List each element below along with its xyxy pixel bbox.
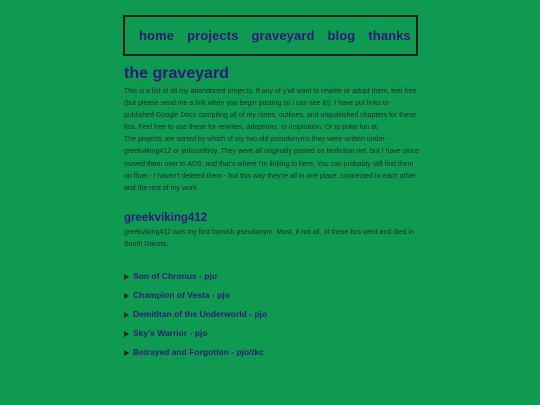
disclosure-triangle-icon [124, 312, 129, 318]
work-item-demititan-of-the-underworld[interactable] [124, 305, 420, 324]
work-item-label: Sky's Warrior - pjo [133, 328, 208, 339]
intro-paragraph-2: The projects are sorted by which of my two old pseudonyms they were written under - greekviking412 or jarkosoftroy. They were all originally posted on fanfiction.net, but I have since moved them over to AO3, and that's where I'm linking to here. You can probably still find them on ffnet - I haven't deleted them - but this way they're all in one place, connected to each other and the rest of my work. [124, 136, 420, 192]
work-item-label: Champion of Vesta - pjo [133, 290, 230, 301]
nav-thanks-link[interactable]: thanks [368, 28, 411, 43]
disclosure-triangle-icon [124, 274, 129, 280]
work-item-label: Demititan of the Underworld - pjo [133, 309, 268, 320]
work-item-son-of-chronus[interactable] [124, 267, 420, 286]
work-item-label: Son of Chronus - pjo [133, 271, 218, 282]
disclosure-triangle-icon [124, 293, 129, 299]
nav-graveyard-link[interactable]: graveyard [251, 28, 315, 43]
main-content [124, 62, 420, 362]
section-title-greekviking412: greekviking412 [124, 211, 208, 224]
nav-home-link[interactable]: home [139, 28, 175, 43]
top-nav [123, 15, 418, 56]
disclosure-triangle-icon [124, 331, 129, 337]
work-item-skys-warrior[interactable] [124, 324, 420, 343]
disclosure-triangle-icon [124, 350, 129, 356]
work-item-betrayed-and-forgotten[interactable] [124, 343, 420, 362]
works-list [124, 267, 420, 362]
page-title: the graveyard [124, 65, 229, 82]
intro-paragraph-1: This is a list of all my abandoned projects. If any of y'all want to rewrite or adopt them, feel free (but please send me a link when you begin posting so i can see it!). I have put links to published Google Docs compiling all of my notes, outlines, and unpublished chapters for these fics. Feel free to use these for rewrites, adoptions, or inspiration. Or to poke fun at. [124, 88, 417, 132]
nav-blog-link[interactable]: blog [327, 28, 356, 43]
work-item-champion-of-vesta[interactable] [124, 286, 420, 305]
nav-projects-link[interactable]: projects [187, 28, 239, 43]
section-description: greekviking412 was my first fannish pseudonym. Most, if not all, of these fics went and died in South Dakota. [124, 228, 414, 248]
work-item-label: Betrayed and Forgotten - pjo/tkc [133, 347, 264, 358]
